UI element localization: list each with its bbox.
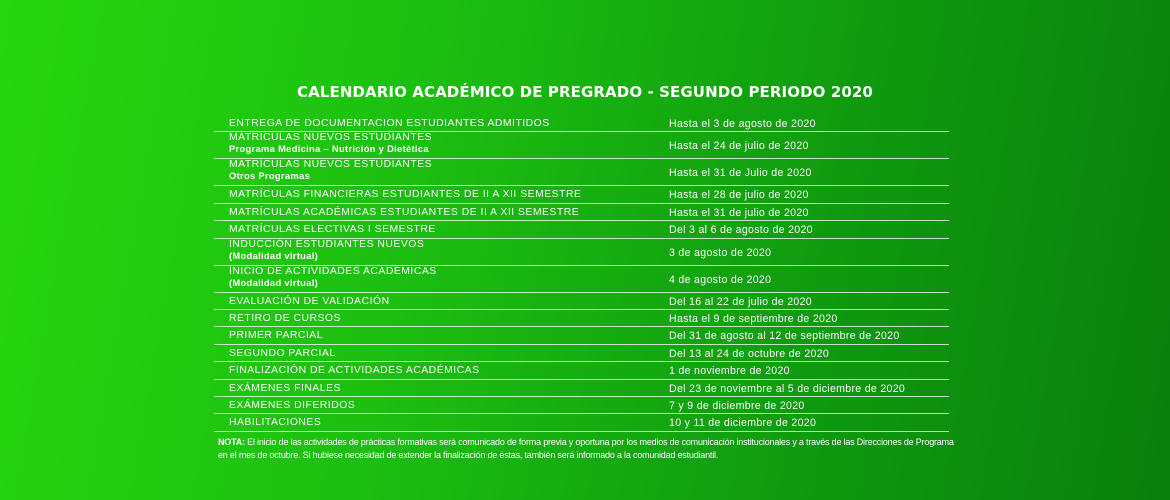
event-sublabel: (Modalidad virtual) <box>229 276 319 288</box>
event-date: Del 3 al 6 de agosto de 2020 <box>669 224 813 237</box>
table-row <box>214 327 949 344</box>
event-date: 7 y 9 de diciembre de 2020 <box>669 399 805 412</box>
event-sublabel: Programa Medicina – Nutrición y Dietética <box>229 143 429 155</box>
event-label: HABILITACIONES <box>229 417 322 429</box>
event-label: MATRÍCULAS NUEVOS ESTUDIANTES Programa Medicina – Nutrición y Dietética <box>229 132 679 154</box>
event-date: Del 31 de agosto al 12 de septiembre de 2020 <box>669 330 900 343</box>
table-row <box>214 221 949 238</box>
event-label: EVALUACIÓN DE VALIDACIÓN <box>229 295 390 307</box>
table-row <box>214 186 949 203</box>
table-row <box>214 204 949 221</box>
table-row <box>214 115 949 132</box>
table-row <box>214 397 949 414</box>
event-date: Del 16 al 22 de julio de 2020 <box>669 295 812 308</box>
event-label: SEGUNDO PARCIAL <box>229 347 336 359</box>
event-label: RETIRO DE CURSOS <box>229 312 341 324</box>
table-row <box>214 266 949 293</box>
event-label: EXÁMENES DIFERIDOS <box>229 399 356 411</box>
event-label: FINALIZACIÓN DE ACTIVIDADES ACADÉMICAS <box>229 365 480 377</box>
event-date: Hasta el 24 de julio de 2020 <box>669 140 809 153</box>
schedule-table <box>214 115 949 432</box>
page-title: CALENDARIO ACADÉMICO DE PREGRADO - SEGUNDO PERIODO 2020 <box>297 83 873 101</box>
table-row <box>214 310 949 327</box>
event-date: 10 y 11 de diciembre de 2020 <box>669 417 817 430</box>
table-row <box>214 362 949 379</box>
event-label: MATRÍCULAS NUEVOS ESTUDIANTES Otros Programas <box>229 159 679 181</box>
event-label: ENTREGA DE DOCUMENTACION ESTUDIANTES ADMITIDOS <box>229 118 550 129</box>
table-row <box>214 293 949 310</box>
event-date: Hasta el 31 de Julio de 2020 <box>669 167 812 180</box>
event-date: Hasta el 9 de septiembre de 2020 <box>669 312 838 325</box>
event-label: INDUCCIÓN ESTUDIANTES NUEVOS (Modalidad virtual) <box>229 239 679 261</box>
event-date: Del 23 de noviembre al 5 de diciembre de 2020 <box>669 382 906 395</box>
event-date: 4 de agosto de 2020 <box>669 273 772 286</box>
event-date: 3 de agosto de 2020 <box>669 246 772 259</box>
event-label: MATRÍCULAS ACADÉMICAS ESTUDIANTES DE II A XII SEMESTRE <box>229 206 580 218</box>
event-label: MATRÍCULAS FINANCIERAS ESTUDIANTES DE II A XII SEMESTRE <box>229 189 582 201</box>
event-label: PRIMER PARCIAL <box>229 330 323 342</box>
event-label: EXÁMENES FINALES <box>229 382 341 394</box>
table-row <box>214 380 949 397</box>
event-date: 1 de noviembre de 2020 <box>669 365 790 378</box>
footnote-label: NOTA: <box>218 437 245 447</box>
table-row <box>214 159 949 186</box>
event-date: Hasta el 28 de julio de 2020 <box>669 189 809 202</box>
event-date: Hasta el 3 de agosto de 2020 <box>669 118 816 130</box>
footnote <box>218 436 958 462</box>
table-row <box>214 132 949 159</box>
event-label: INICIO DE ACTIVIDADES ACADÉMICAS (Modalidad virtual) <box>229 266 679 288</box>
table-row <box>214 414 949 431</box>
footnote-text: El inicio de las actividades de prácticas formativas será comunicado de forma previa y oportuna por los medios de comunicación institucionales y a través de las Direcciones de Programa en el mes de octubre. Si hubiese necesidad de extender la finalización de éstas, también será informado a la comunidad estudiantil. <box>218 437 954 460</box>
table-row <box>214 345 949 362</box>
event-sublabel: (Modalidad virtual) <box>229 249 319 261</box>
event-sublabel: Otros Programas <box>229 170 311 182</box>
event-date: Hasta el 31 de julio de 2020 <box>669 206 809 219</box>
table-row <box>214 239 949 266</box>
event-date: Del 13 al 24 de octubre de 2020 <box>669 347 830 360</box>
event-label: MATRÍCULAS ELECTIVAS I SEMESTRE <box>229 224 436 236</box>
